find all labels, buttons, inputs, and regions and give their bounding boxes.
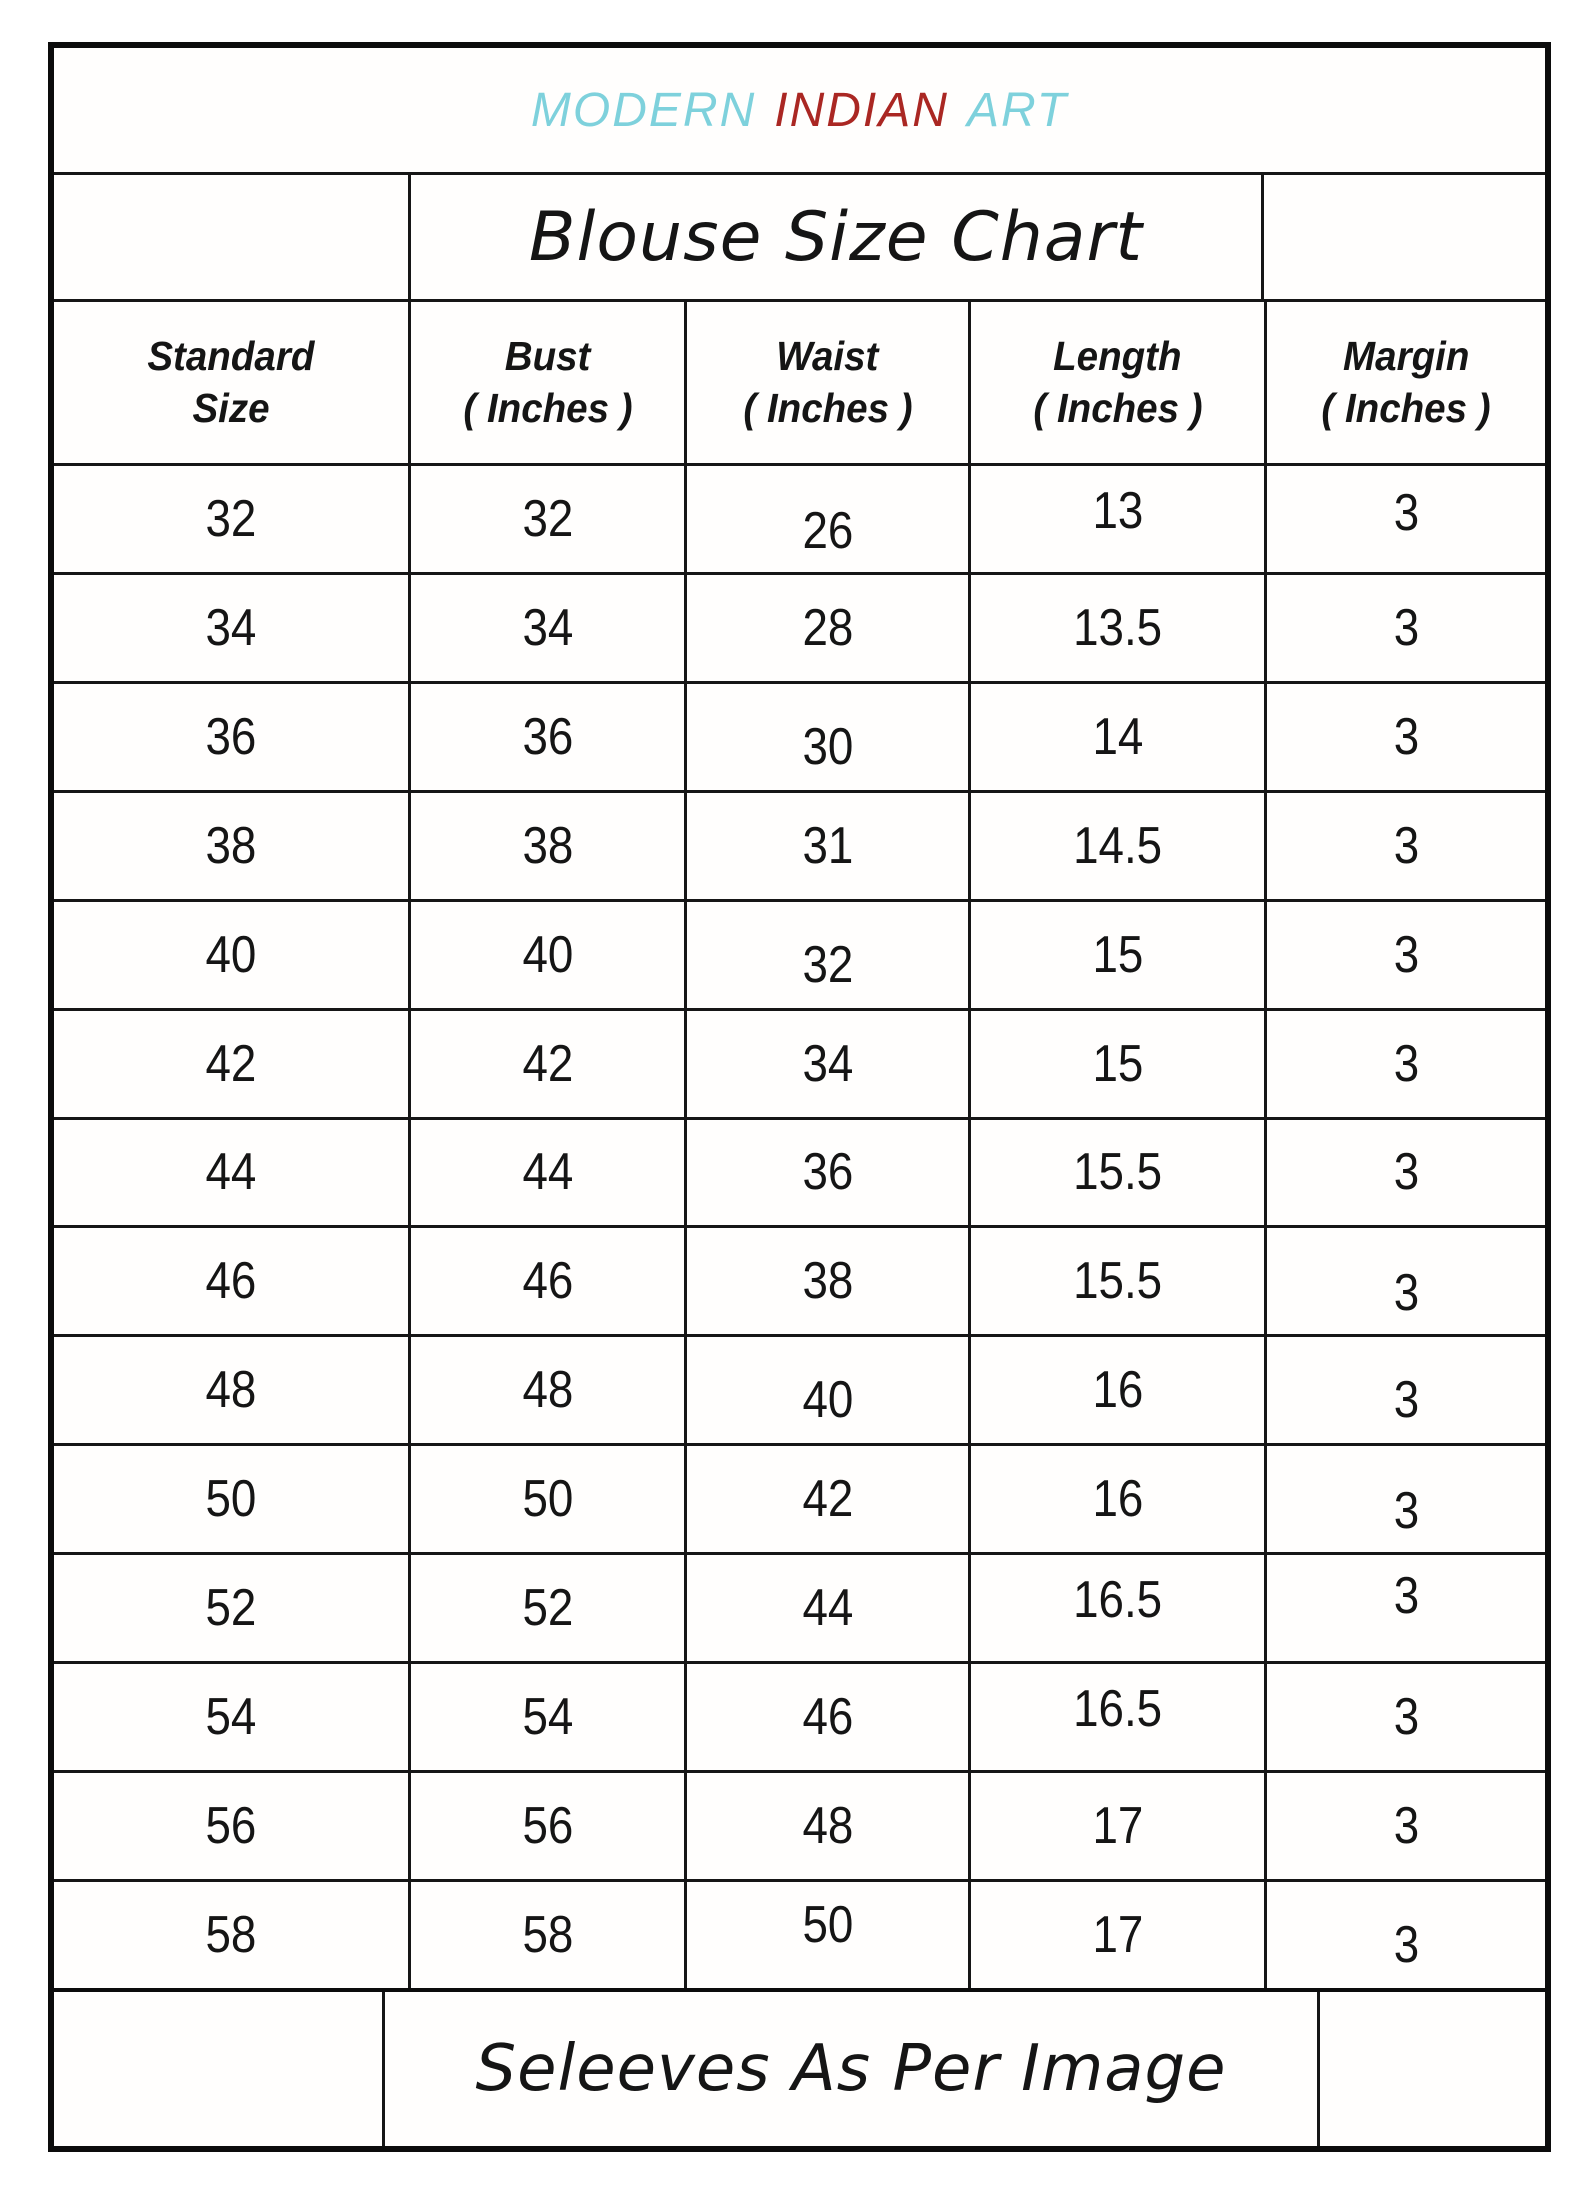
cell-waist: [684, 793, 968, 899]
cell-value: 13: [1092, 481, 1143, 540]
cell-value: 36: [522, 707, 573, 766]
cell-waist: [684, 902, 968, 1008]
cell-waist: [684, 1228, 968, 1334]
header-line: ( Inches ): [1032, 384, 1203, 431]
cell-value: 38: [205, 816, 257, 875]
cell-waist: [684, 1337, 968, 1443]
cell-value: 16: [1092, 1361, 1143, 1420]
cell-standard-size: [54, 1228, 408, 1334]
cell-standard-size: [54, 466, 408, 572]
cell-standard-size: [54, 902, 408, 1008]
chart-title: Blouse Size Chart: [528, 197, 1144, 277]
cell-length: [968, 684, 1264, 790]
cell-value: 3: [1393, 707, 1419, 766]
cell-value: 40: [802, 1371, 853, 1430]
cell-standard-size: [54, 1446, 408, 1552]
cell-value: 50: [205, 1470, 257, 1529]
cell-value: 3: [1393, 1264, 1419, 1323]
cell-value: 13.5: [1072, 598, 1163, 657]
cell-value: 52: [522, 1579, 573, 1638]
column-header-row: [54, 299, 1545, 463]
cell-waist: [684, 1120, 968, 1226]
cell-bust: [408, 793, 684, 899]
cell-value: 40: [522, 925, 573, 984]
cell-value: 16: [1092, 1470, 1143, 1529]
cell-margin: [1264, 1337, 1545, 1443]
cell-value: 40: [205, 925, 257, 984]
column-header-bust: [408, 302, 684, 463]
cell-waist: [684, 575, 968, 681]
cell-value: 14.5: [1072, 816, 1163, 875]
footer-row: [54, 1988, 1545, 2146]
cell-standard-size: [54, 1011, 408, 1117]
cell-standard-size: [54, 1773, 408, 1879]
cell-bust: [408, 1120, 684, 1226]
cell-margin: [1264, 1882, 1545, 1988]
cell-margin: [1264, 793, 1545, 899]
cell-value: 3: [1393, 1034, 1419, 1093]
brand-word-indian: INDIAN: [774, 83, 949, 137]
cell-length: [968, 1664, 1264, 1770]
cell-margin: [1264, 684, 1545, 790]
header-line: Size: [192, 384, 270, 431]
cell-value: 17: [1092, 1797, 1143, 1856]
cell-standard-size: [54, 684, 408, 790]
cell-value: 58: [522, 1905, 573, 1964]
cell-length: [968, 1882, 1264, 1988]
brand-word-art: ART: [966, 83, 1069, 137]
cell-value: 34: [802, 1034, 853, 1093]
cell-value: 34: [522, 598, 573, 657]
cell-value: 3: [1393, 1482, 1419, 1541]
cell-value: 36: [802, 1143, 853, 1202]
cell-length: [968, 1446, 1264, 1552]
header-line: Bust: [504, 332, 591, 379]
table-row: [54, 1117, 1545, 1226]
cell-value: 58: [205, 1905, 257, 1964]
column-header-length: [968, 302, 1264, 463]
header-line: Standard: [147, 332, 315, 379]
cell-value: 54: [205, 1688, 257, 1747]
header-line: Margin: [1342, 332, 1470, 379]
cell-value: 32: [802, 935, 853, 994]
header-line: Length: [1053, 332, 1182, 379]
cell-value: 42: [205, 1034, 257, 1093]
footer-note: Seleeves As Per Image: [475, 2032, 1227, 2106]
cell-margin: [1264, 575, 1545, 681]
cell-waist: [684, 1664, 968, 1770]
cell-value: 31: [802, 816, 853, 875]
table-row: [54, 681, 1545, 790]
cell-length: [968, 575, 1264, 681]
cell-margin: [1264, 1555, 1545, 1661]
table-row: [54, 572, 1545, 681]
table-row: [54, 1008, 1545, 1117]
column-header-standard-size: [54, 302, 408, 463]
cell-length: [968, 1228, 1264, 1334]
cell-length: [968, 1337, 1264, 1443]
cell-length: [968, 902, 1264, 1008]
cell-value: 3: [1393, 816, 1419, 875]
cell-value: 32: [205, 489, 257, 548]
cell-value: 3: [1393, 925, 1419, 984]
title-row-empty-left: [54, 175, 408, 299]
header-line: ( Inches ): [462, 384, 633, 431]
title-row-empty-right: [1264, 175, 1545, 299]
cell-value: 44: [522, 1143, 573, 1202]
table-row: [54, 1225, 1545, 1334]
cell-value: 54: [522, 1688, 573, 1747]
cell-margin: [1264, 1228, 1545, 1334]
cell-standard-size: [54, 1882, 408, 1988]
footer-note-cell: [382, 1992, 1320, 2146]
cell-margin: [1264, 902, 1545, 1008]
cell-value: 36: [205, 707, 257, 766]
cell-value: 15: [1092, 925, 1143, 984]
cell-value: 3: [1393, 1567, 1419, 1626]
header-line: Waist: [776, 332, 879, 379]
column-header-margin: [1264, 302, 1545, 463]
cell-value: 15.5: [1072, 1252, 1163, 1311]
cell-value: 3: [1393, 1797, 1419, 1856]
cell-value: 42: [802, 1470, 853, 1529]
cell-standard-size: [54, 1337, 408, 1443]
cell-value: 34: [205, 598, 257, 657]
cell-bust: [408, 1337, 684, 1443]
cell-value: 3: [1393, 1915, 1419, 1974]
cell-waist: [684, 1446, 968, 1552]
title-row: [54, 172, 1545, 299]
cell-value: 50: [522, 1470, 573, 1529]
cell-standard-size: [54, 575, 408, 681]
column-header-waist: [684, 302, 968, 463]
cell-length: [968, 1555, 1264, 1661]
brand-header: [54, 48, 1545, 172]
table-row: [54, 1661, 1545, 1770]
cell-standard-size: [54, 793, 408, 899]
cell-margin: [1264, 1011, 1545, 1117]
cell-waist: [684, 1773, 968, 1879]
cell-value: 30: [802, 717, 853, 776]
cell-standard-size: [54, 1555, 408, 1661]
cell-value: 48: [205, 1361, 257, 1420]
cell-bust: [408, 1773, 684, 1879]
chart-title-cell: [408, 175, 1264, 299]
cell-value: 15.5: [1072, 1143, 1163, 1202]
cell-margin: [1264, 1773, 1545, 1879]
cell-margin: [1264, 466, 1545, 572]
cell-value: 46: [802, 1688, 853, 1747]
cell-value: 15: [1092, 1034, 1143, 1093]
table-row: [54, 790, 1545, 899]
cell-value: 44: [205, 1143, 257, 1202]
cell-value: 50: [802, 1895, 853, 1954]
cell-waist: [684, 1011, 968, 1117]
cell-value: 3: [1393, 598, 1419, 657]
table-row: [54, 1552, 1545, 1661]
cell-value: 38: [522, 816, 573, 875]
header-line: ( Inches ): [1321, 384, 1491, 431]
cell-value: 52: [205, 1579, 257, 1638]
footer-empty-left: [54, 1992, 382, 2146]
cell-length: [968, 466, 1264, 572]
cell-waist: [684, 466, 968, 572]
cell-bust: [408, 466, 684, 572]
cell-value: 28: [802, 598, 853, 657]
table-row: [54, 1770, 1545, 1879]
size-chart-sheet: [48, 42, 1551, 2152]
cell-margin: [1264, 1446, 1545, 1552]
brand-word-modern: MODERN: [530, 83, 757, 137]
cell-bust: [408, 1664, 684, 1770]
cell-bust: [408, 902, 684, 1008]
table-body: [54, 463, 1545, 1988]
cell-value: 56: [205, 1797, 257, 1856]
cell-value: 3: [1393, 1143, 1419, 1202]
cell-length: [968, 1120, 1264, 1226]
cell-value: 44: [802, 1579, 853, 1638]
cell-length: [968, 793, 1264, 899]
cell-waist: [684, 1882, 968, 1988]
cell-bust: [408, 1228, 684, 1334]
cell-value: 32: [522, 489, 573, 548]
cell-value: 48: [802, 1797, 853, 1856]
cell-value: 17: [1092, 1905, 1143, 1964]
cell-value: 14: [1092, 707, 1143, 766]
cell-value: 3: [1393, 483, 1419, 542]
cell-bust: [408, 1882, 684, 1988]
cell-value: 16.5: [1072, 1571, 1163, 1630]
cell-value: 26: [802, 501, 853, 560]
cell-waist: [684, 684, 968, 790]
cell-value: 38: [802, 1252, 853, 1311]
cell-value: 46: [522, 1252, 573, 1311]
header-line: ( Inches ): [742, 384, 913, 431]
table-row: [54, 1879, 1545, 1988]
cell-bust: [408, 684, 684, 790]
cell-value: 56: [522, 1797, 573, 1856]
cell-waist: [684, 1555, 968, 1661]
cell-margin: [1264, 1120, 1545, 1226]
cell-margin: [1264, 1664, 1545, 1770]
cell-value: 3: [1393, 1688, 1419, 1747]
cell-bust: [408, 1011, 684, 1117]
table-row: [54, 1443, 1545, 1552]
cell-bust: [408, 1446, 684, 1552]
cell-length: [968, 1773, 1264, 1879]
cell-standard-size: [54, 1664, 408, 1770]
cell-bust: [408, 575, 684, 681]
footer-empty-right: [1320, 1992, 1545, 2146]
cell-standard-size: [54, 1120, 408, 1226]
table-row: [54, 1334, 1545, 1443]
cell-length: [968, 1011, 1264, 1117]
cell-value: 46: [205, 1252, 257, 1311]
table-row: [54, 463, 1545, 572]
table-row: [54, 899, 1545, 1008]
cell-value: 3: [1393, 1371, 1419, 1430]
cell-value: 42: [522, 1034, 573, 1093]
cell-value: 16.5: [1072, 1680, 1163, 1739]
cell-value: 48: [522, 1361, 573, 1420]
cell-bust: [408, 1555, 684, 1661]
